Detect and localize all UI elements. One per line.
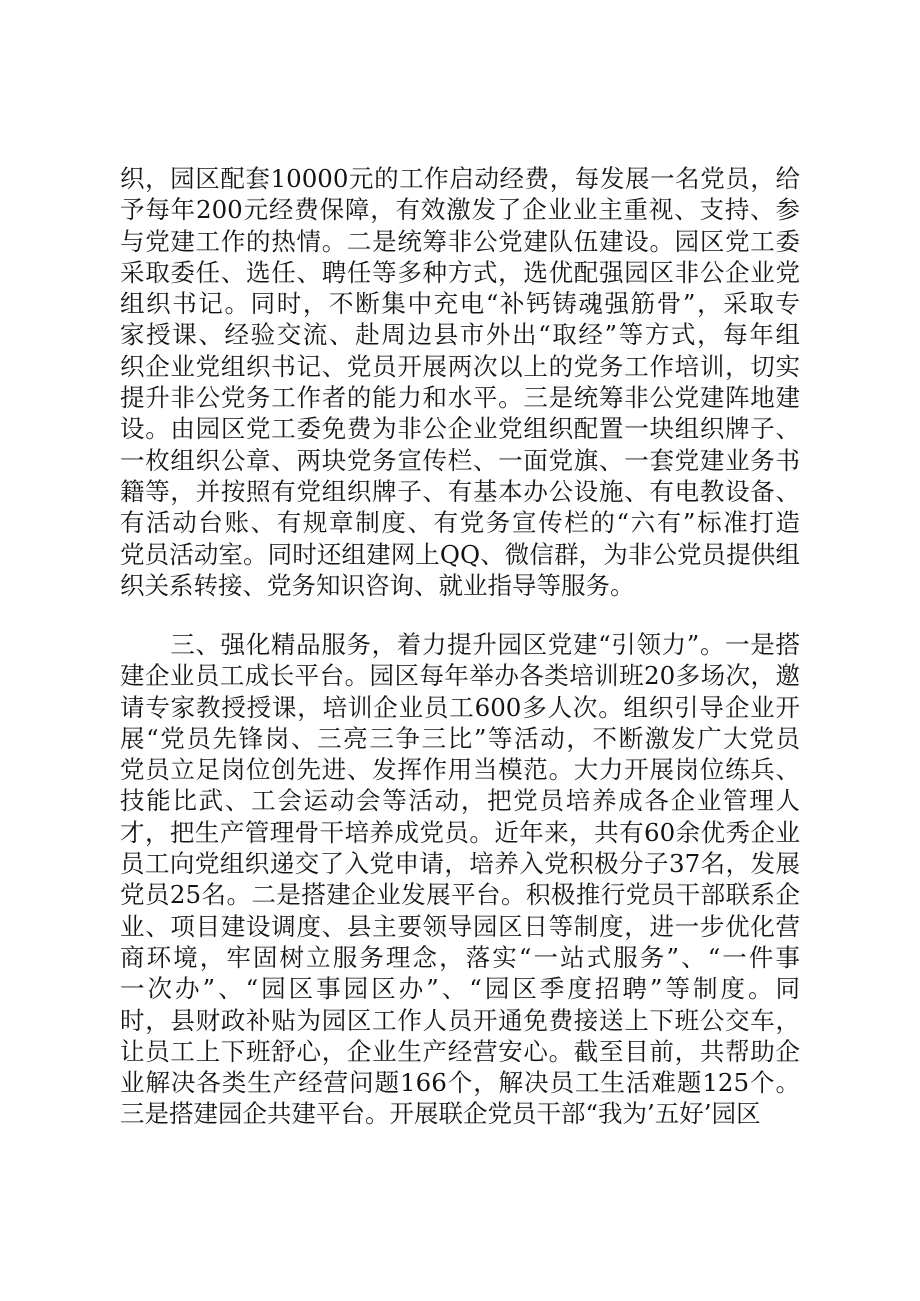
text-line: 组织书记。同时，不断集中充电“补钙铸魂强筋骨”，采取专	[120, 289, 800, 319]
text-line: 家授课、经验交流、赴周边县市外出“取经”等方式，每年组	[120, 320, 800, 350]
text-line: 时，县财政补贴为园区工作人员开通免费接送上下班公交车，	[120, 1005, 800, 1035]
text-line: 提升非公党务工作者的能力和水平。三是统筹非公党建阵地建	[120, 383, 800, 413]
text-line: 织，园区配套10000元的工作启动经费，每发展一名党员，给	[120, 164, 800, 193]
text-line: 籍等，并按照有党组织牌子、有基本办公设施、有电教设备、	[120, 476, 800, 506]
text-line: 才，把生产管理骨干培养成党员。近年来，共有60余优秀企业	[120, 817, 800, 847]
text-line: 一次办”、“园区事园区办”、“园区季度招聘”等制度。同	[120, 974, 800, 1004]
text-line: 织企业党组织书记、党员开展两次以上的党务工作培训，切实	[120, 351, 800, 381]
body-paragraph-2	[120, 629, 800, 1130]
text-line: 请专家教授授课，培训企业员工600多人次。组织引导企业开	[120, 692, 800, 722]
text-line: 有活动台账、有规章制度、有党务宣传栏的“六有”标准打造	[120, 508, 800, 538]
text-line: 党员活动室。同时还组建网上QQ、微信群，为非公党员提供组	[120, 539, 800, 569]
text-line: 设。由园区党工委免费为非公企业党组织配置一块组织牌子、	[120, 414, 800, 444]
text-line: 一枚组织公章、两块党务宣传栏、一面党旗、一套党建业务书	[120, 445, 800, 475]
text-line: 建企业员工成长平台。园区每年举办各类培训班20多场次，邀	[120, 661, 800, 691]
text-line: 三、强化精品服务，着力提升园区党建“引领力”。一是搭	[120, 630, 800, 659]
text-line: 展“党员先锋岗、三亮三争三比”等活动，不断激发广大党员	[120, 723, 800, 753]
text-line: 织关系转接、党务知识咨询、就业指导等服务。	[120, 570, 635, 600]
text-line: 让员工上下班舒心，企业生产经营安心。截至目前，共帮助企	[120, 1036, 800, 1066]
text-line: 党员25名。二是搭建企业发展平台。积极推行党员干部联系企	[120, 880, 800, 910]
text-line: 商环境，牢固树立服务理念，落实“一站式服务”、“一件事	[120, 942, 800, 972]
text-line: 技能比武、工会运动会等活动，把党员培养成各企业管理人	[120, 786, 800, 816]
text-line: 业解决各类生产经营问题166个，解决员工生活难题125个。	[120, 1068, 800, 1098]
text-line: 采取委任、选任、聘任等多种方式，选优配强园区非公企业党	[120, 257, 800, 287]
text-line: 三是搭建园企共建平台。开展联企党员干部“我为’五好’园区	[120, 1099, 761, 1129]
body-paragraph-1	[120, 163, 800, 601]
text-line: 予每年200元经费保障，有效激发了企业业主重视、支持、参	[120, 195, 800, 225]
text-line: 与党建工作的热情。二是统筹非公党建队伍建设。园区党工委	[120, 226, 800, 256]
text-line: 员工向党组织递交了入党申请，培养入党积极分子37名，发展	[120, 849, 800, 879]
text-line: 业、项目建设调度、县主要领导园区日等制度，进一步优化营	[120, 911, 800, 941]
text-line: 党员立足岗位创先进、发挥作用当模范。大力开展岗位练兵、	[120, 755, 800, 785]
